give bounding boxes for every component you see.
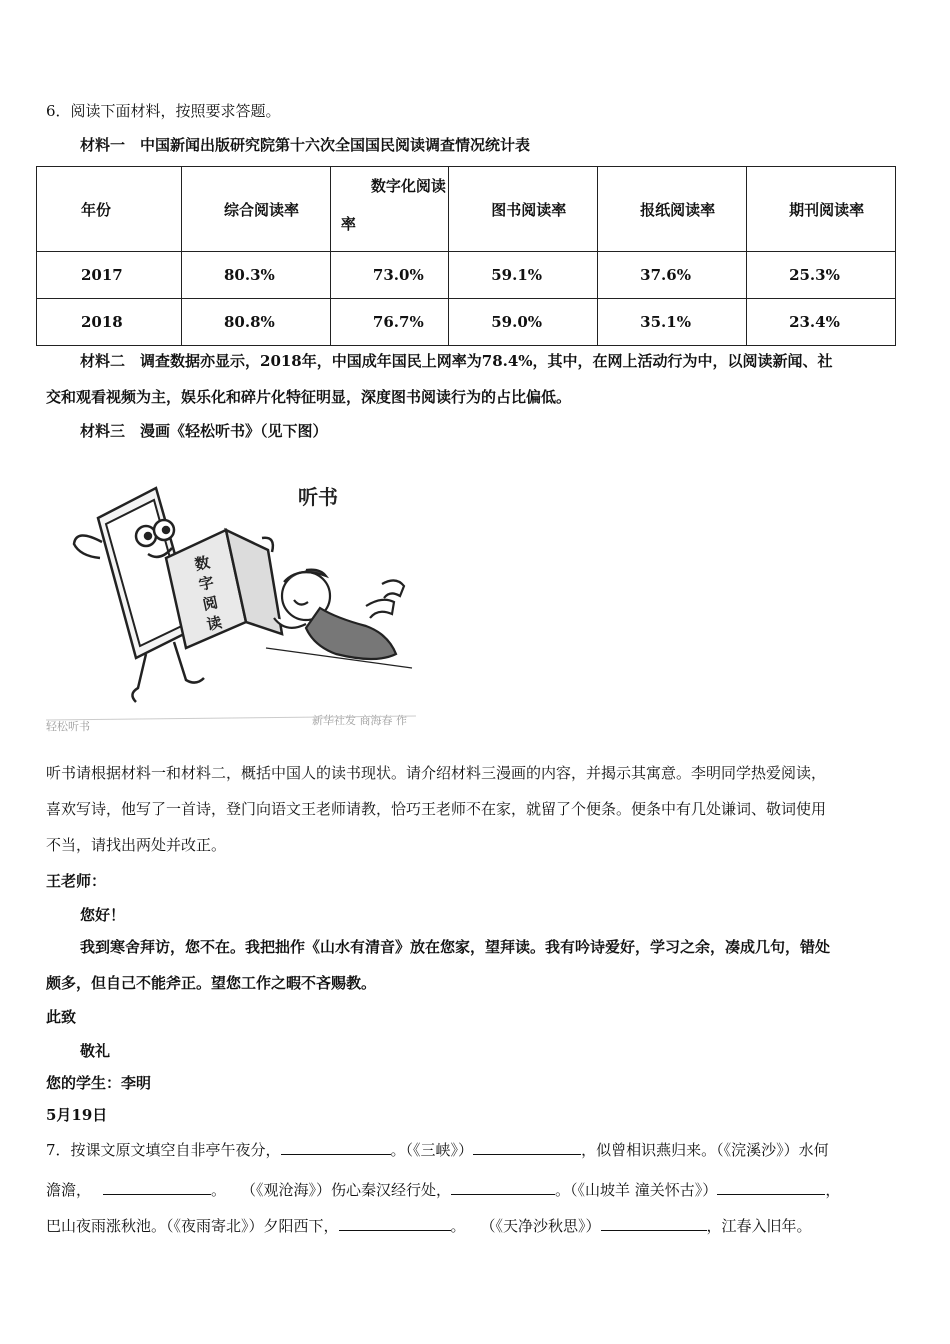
book-char: 字 — [197, 573, 216, 594]
answer-blank[interactable] — [473, 1138, 581, 1155]
table-cell: 2017 — [37, 252, 182, 299]
note-date: 5月19日 — [46, 1106, 108, 1124]
note-closing1: 此致 — [46, 1008, 77, 1026]
header-year: 年份 — [37, 167, 182, 252]
header-newspaper-rate: 报纸阅读率 — [598, 167, 747, 252]
cartoon-title: 听书 — [298, 485, 338, 509]
note-closing2: 敬礼 — [80, 1042, 111, 1060]
q7-text: 巴山夜雨涨秋池。（《夜雨寄北》）夕阳西下， — [46, 1217, 339, 1235]
q7-text: 。 （《天净沙秋思》） — [450, 1217, 601, 1235]
book-char: 数 — [193, 553, 212, 574]
material-2-line1: 材料二 调查数据亦显示，2018年，中国成年国民上网率为78.4%，其中，在网上活动行为中，以阅读新闻、社 — [80, 352, 833, 370]
answer-blank[interactable] — [103, 1178, 211, 1195]
answer-blank[interactable] — [717, 1178, 825, 1195]
table-cell: 76.7% — [330, 299, 448, 346]
header-book-rate: 图书阅读率 — [449, 167, 598, 252]
table-row — [37, 299, 896, 346]
question-6-heading: 6．阅读下面材料，按照要求答题。 — [46, 102, 281, 120]
task-line3: 不当，请找出两处并改正。 — [46, 836, 227, 854]
header-periodical-rate: 期刊阅读率 — [747, 167, 896, 252]
answer-blank[interactable] — [451, 1178, 555, 1195]
q7-text: 。（《山坡羊 潼关怀古》） — [555, 1181, 718, 1199]
table-cell: 59.0% — [449, 299, 598, 346]
table-cell: 37.6% — [598, 252, 747, 299]
header-digital-rate-line2: 率 — [340, 215, 356, 233]
header-digital-rate-line1: 数字化阅读 — [370, 177, 446, 195]
cartoon-caption-left: 轻松听书 — [46, 720, 90, 733]
cartoon-image — [36, 458, 426, 748]
note-salutation: 王老师： — [46, 872, 107, 890]
q7-text: ，似曾相识燕归来。（《浣溪沙》）水何 — [581, 1141, 829, 1159]
material-2-line2: 交和观看视频为主，娱乐化和碎片化特征明显，深度图书阅读行为的占比偏低。 — [46, 388, 572, 406]
book-char: 读 — [205, 613, 224, 634]
reading-statistics-table — [36, 166, 896, 346]
table-cell: 35.1% — [598, 299, 747, 346]
table-cell: 25.3% — [747, 252, 896, 299]
answer-blank[interactable] — [601, 1214, 707, 1231]
task-line1: 听书请根据材料一和材料二，概括中国人的读书现状。请介绍材料三漫画的内容，并揭示其寓意。李明同学热爱阅读， — [46, 764, 827, 782]
table-cell: 59.1% — [449, 252, 598, 299]
table-cell: 80.3% — [182, 252, 331, 299]
cartoon-drawing — [36, 458, 426, 748]
q7-text: ， — [825, 1181, 841, 1199]
table-cell: 80.8% — [182, 299, 331, 346]
header-digital-rate — [330, 167, 448, 252]
answer-blank[interactable] — [281, 1138, 391, 1155]
table-cell: 2018 — [37, 299, 182, 346]
answer-blank[interactable] — [339, 1214, 451, 1231]
q7-text: 。（《三峡》） — [390, 1141, 474, 1159]
q7-text: 澹澹， — [46, 1181, 92, 1199]
q7-text: ，江春入旧年。 — [706, 1217, 812, 1235]
material-1-title: 材料一 中国新闻出版研究院第十六次全国国民阅读调查情况统计表 — [80, 136, 531, 154]
note-greeting: 您好！ — [80, 906, 126, 924]
header-overall-rate: 综合阅读率 — [182, 167, 331, 252]
table-cell: 23.4% — [747, 299, 896, 346]
book-char: 阅 — [201, 593, 220, 614]
note-body1: 我到寒舍拜访，您不在。我把拙作《山水有清音》放在您家，望拜读。我有吟诗爱好，学习之余，凑成几句，错处 — [80, 938, 831, 956]
q7-text: 7．按课文原文填空自非亭午夜分， — [46, 1141, 281, 1159]
note-signature: 您的学生：李明 — [46, 1074, 152, 1092]
question-7-line3 — [46, 1214, 812, 1237]
table-row — [37, 252, 896, 299]
cartoon-caption-right: 新华社发 商海春 作 — [312, 714, 407, 727]
table-cell: 73.0% — [330, 252, 448, 299]
q7-text: 。 （《观沧海》）伤心秦汉经行处， — [211, 1181, 452, 1199]
note-body2: 颇多，但自己不能斧正。望您工作之暇不吝赐教。 — [46, 974, 377, 992]
task-line2: 喜欢写诗，他写了一首诗，登门向语文王老师请教，恰巧王老师不在家，就留了个便条。便条中有几处谦词、敬词使用 — [46, 800, 827, 818]
material-3-title: 材料三 漫画《轻松听书》（见下图） — [80, 422, 328, 440]
table-header-row — [37, 167, 896, 252]
question-7-line2 — [46, 1178, 840, 1201]
question-7-line1 — [46, 1138, 829, 1161]
